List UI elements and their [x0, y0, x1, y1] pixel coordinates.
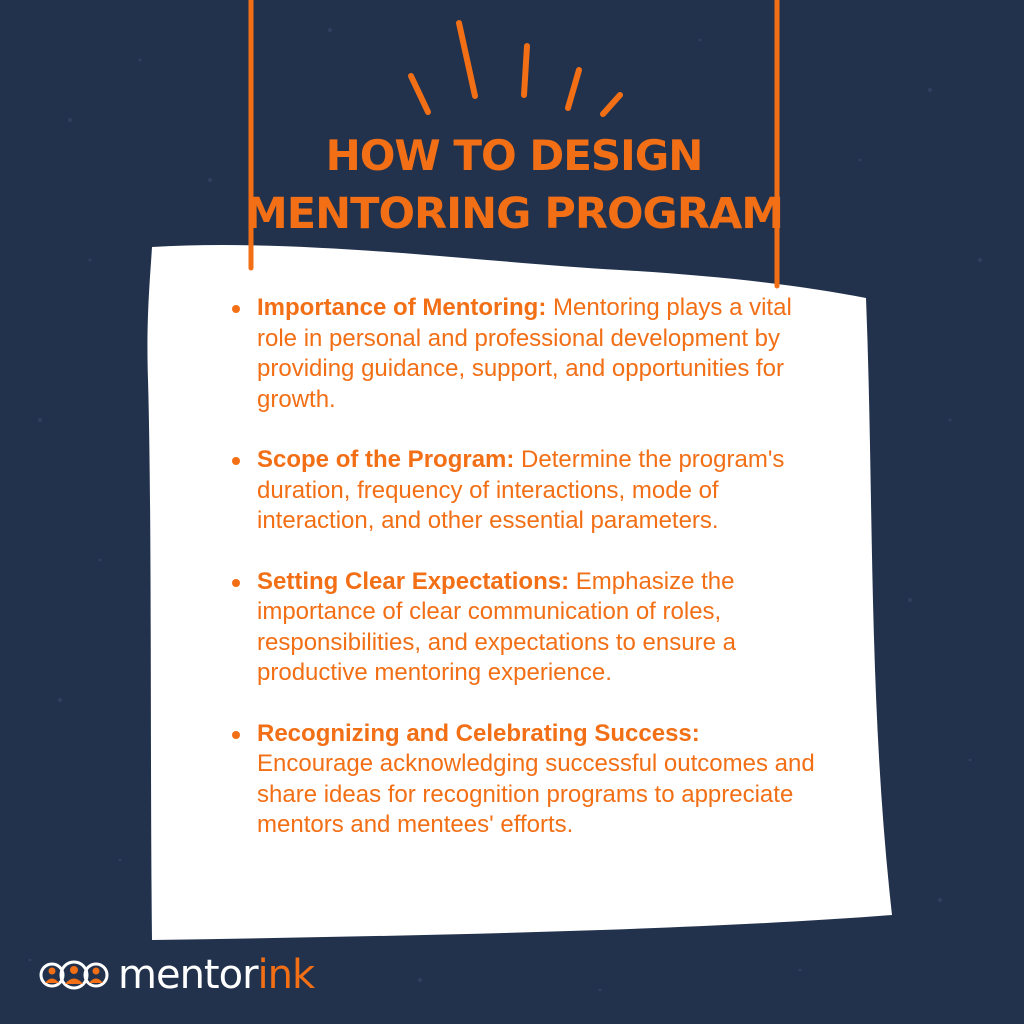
- logo-wordmark: [118, 950, 314, 1000]
- title-line-2: MENTORING PROGRAM: [244, 189, 784, 239]
- bullet-dot-icon: [232, 731, 240, 739]
- page-title: [0, 128, 1024, 244]
- bullet-dot-icon: [232, 579, 240, 587]
- bullet-list: [230, 293, 820, 871]
- item-text: Determine the program's duration, frequency of interactions, mode of interaction, and other essential parameters.: [257, 446, 785, 534]
- list-item: [230, 567, 820, 689]
- item-text: Mentoring plays a vital role in personal and professional development by providing guidance, support, and opportunities for growth.: [257, 294, 792, 413]
- list-item: [230, 719, 820, 841]
- bullet-dot-icon: [232, 457, 240, 465]
- brand-logo: [38, 950, 314, 1000]
- title-line-1: HOW TO DESIGN: [325, 131, 703, 180]
- list-item: [230, 445, 820, 537]
- item-heading: Setting Clear Expectations:: [257, 567, 576, 595]
- item-heading: Importance of Mentoring:: [257, 294, 553, 321]
- logo-word-part1: mentor: [118, 952, 258, 998]
- item-text: Emphasize the importance of clear communication of roles, responsibilities, and expectations to ensure a productive mentoring experience.: [257, 567, 736, 686]
- bullet-dot-icon: [232, 305, 240, 313]
- list-item: [230, 293, 820, 415]
- logo-word-part2: ink: [257, 952, 315, 998]
- item-heading: Recognizing and Celebrating Success:: [257, 719, 700, 747]
- item-heading: Scope of the Program:: [257, 446, 522, 473]
- people-cluster-icon: [38, 954, 110, 996]
- item-text: Encourage acknowledging successful outcomes and share ideas for recognition programs to appreciate mentors and mentees' efforts.: [257, 750, 815, 838]
